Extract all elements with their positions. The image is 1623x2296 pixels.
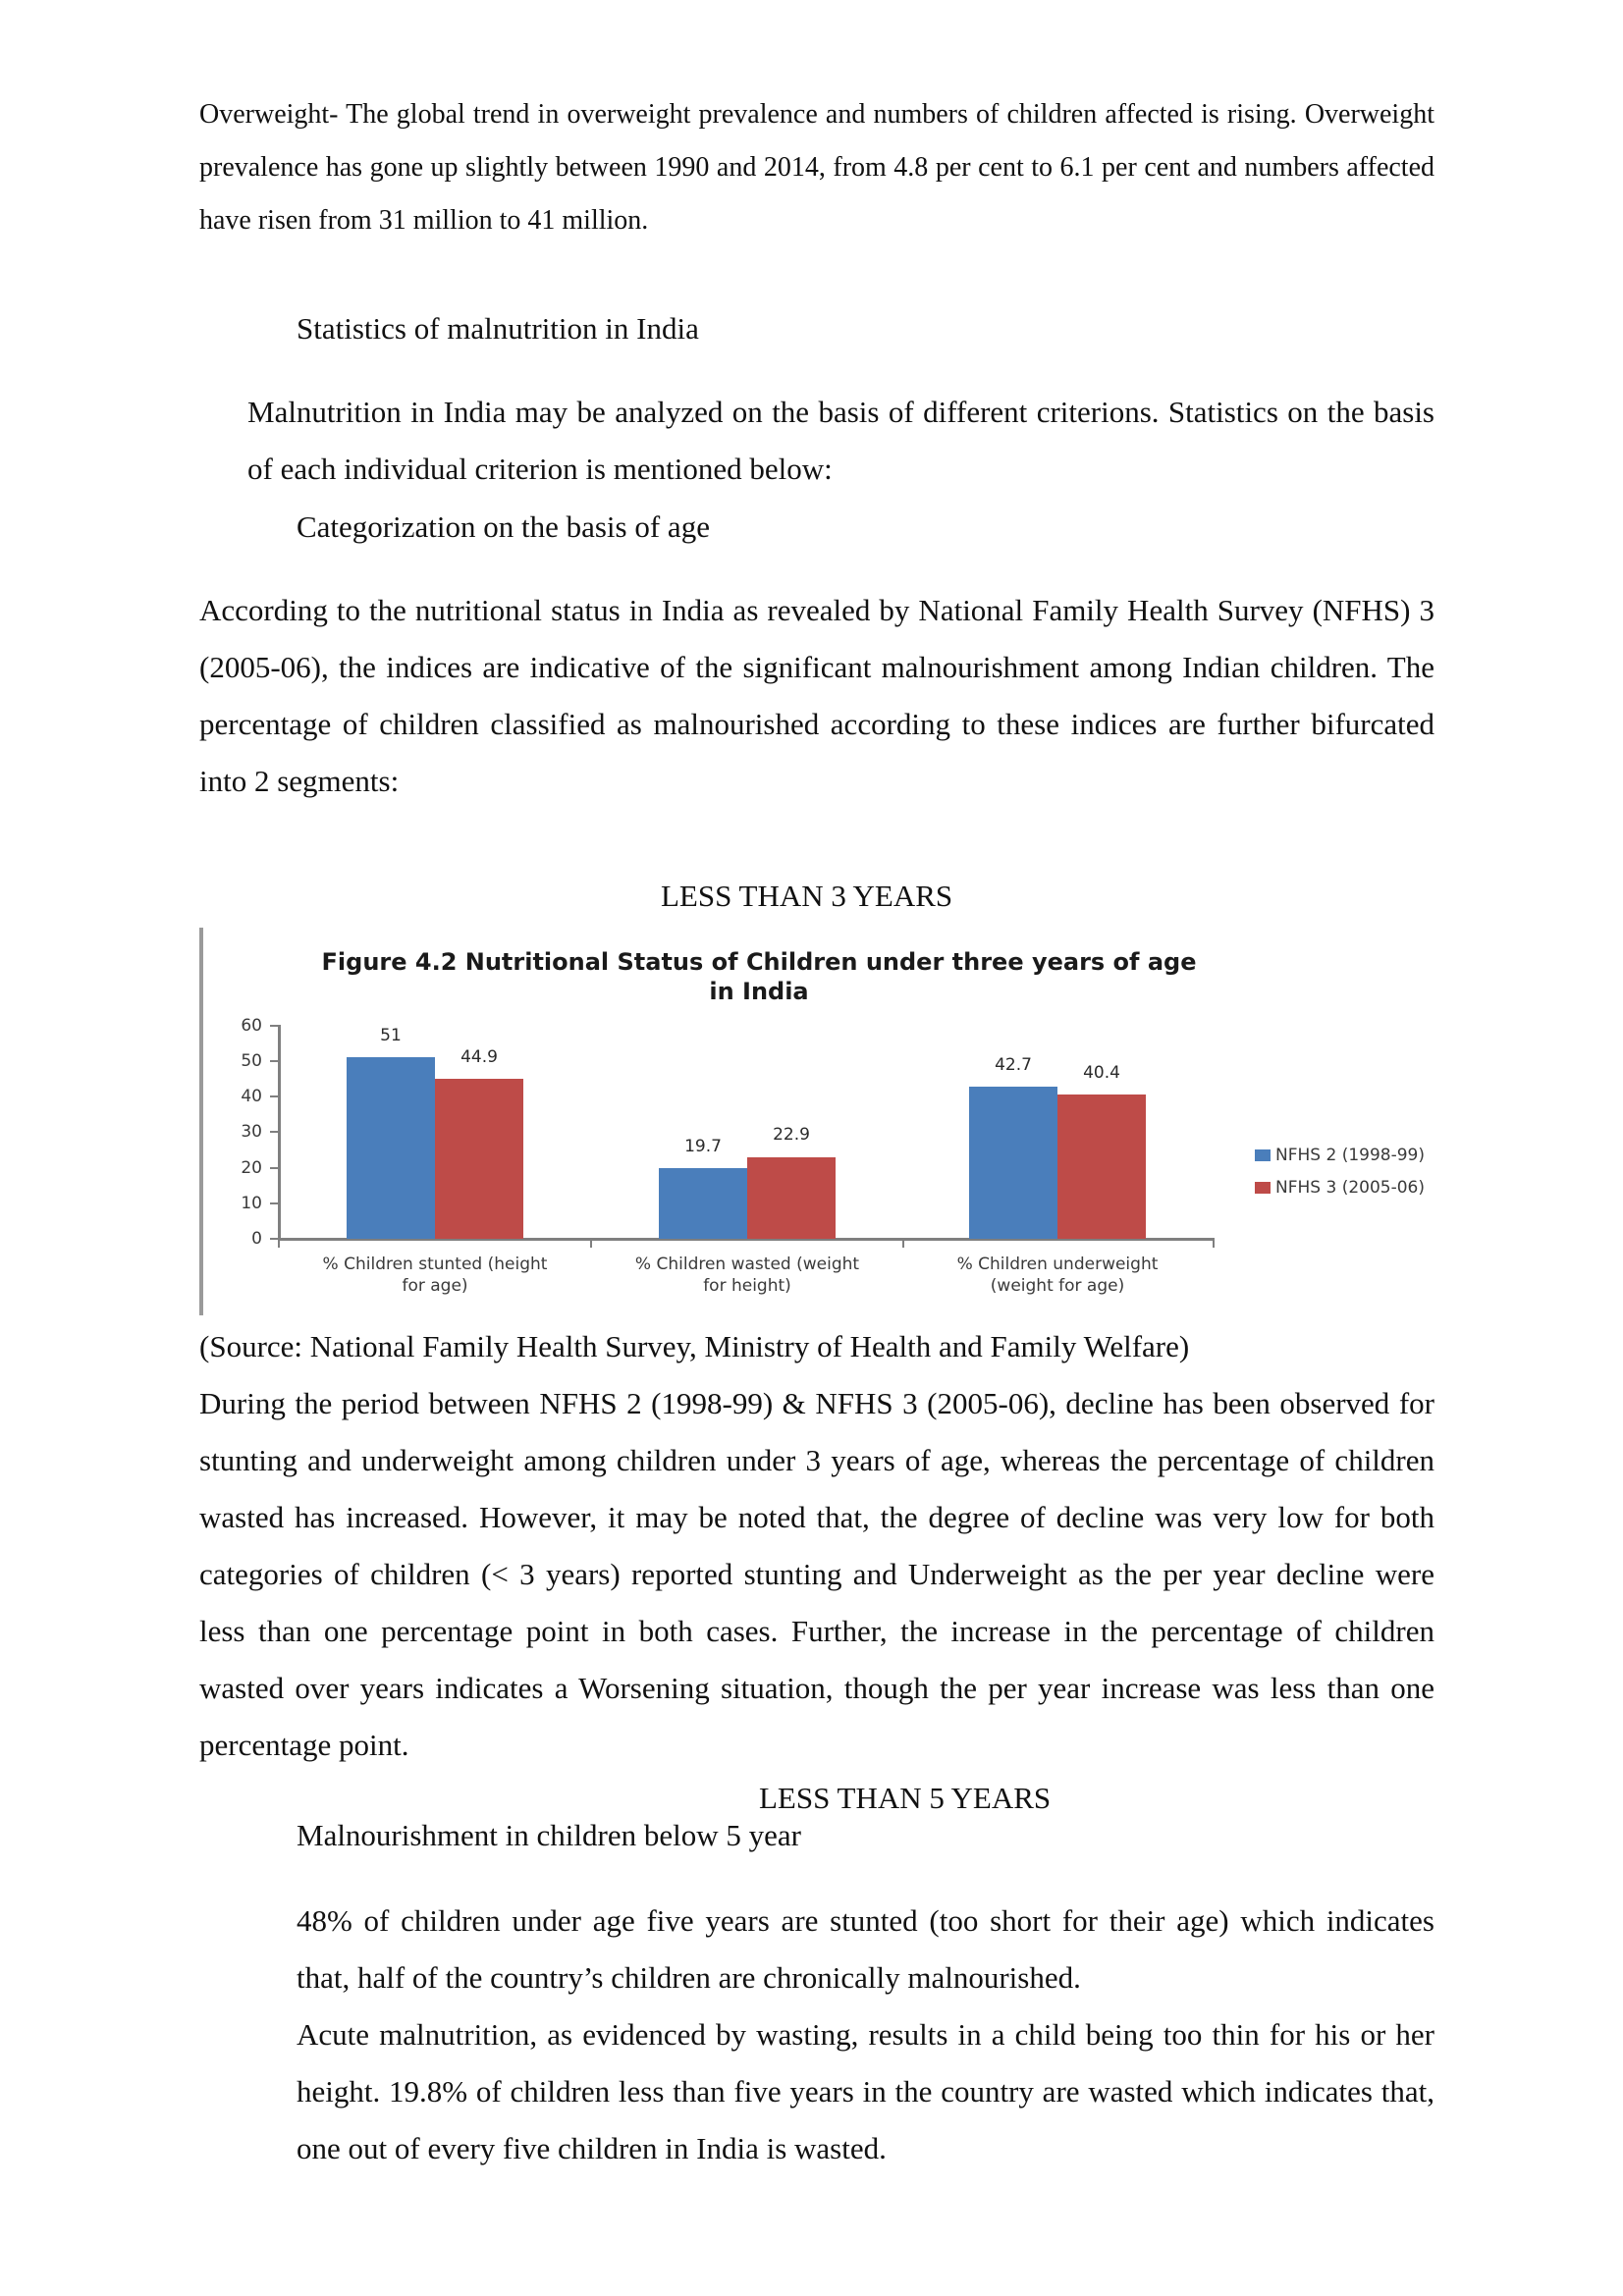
x-tick xyxy=(590,1238,592,1248)
legend-swatch-blue-icon xyxy=(1255,1149,1271,1161)
stunted-paragraph: 48% of children under age five years are stunted (too short for their age) which indicates that, half of the country’s children are chronically malnourished. xyxy=(297,1903,1434,1995)
chart-title-line-1: Figure 4.2 Nutritional Status of Children under three years of age xyxy=(321,948,1197,976)
y-tick xyxy=(270,1131,280,1133)
legend-label: NFHS 2 (1998-99) xyxy=(1275,1146,1425,1165)
y-tick xyxy=(270,1095,280,1097)
legend-swatch-red-icon xyxy=(1255,1182,1271,1194)
category-label-underweight xyxy=(900,1254,1215,1297)
chart-title-line-2: in India xyxy=(709,978,809,1005)
category-label-line: for height) xyxy=(703,1276,791,1296)
y-tick xyxy=(270,1202,280,1204)
analysis-paragraph: During the period between NFHS 2 (1998-99) & NFHS 3 (2005-06), decline has been observed for stunting and underweight among children under 3 years of age, whereas the percentage of children wasted has increased. However, it may be noted that, the degree of decline was very low for both categories of children (< 3 years) reported stunting and Underweight as the per year decline were less than one percentage point in both cases. Further, the increase in the percentage of children wasted over years indicates a Worsening situation, though the per year increase was less than one percentage point. xyxy=(199,1386,1434,1762)
y-tick-label: 10 xyxy=(241,1194,262,1213)
category-label-stunted xyxy=(278,1254,592,1297)
y-tick xyxy=(270,1025,280,1027)
bar-nfhs2-wasted xyxy=(659,1168,747,1239)
section-heading: Statistics of malnutrition in India xyxy=(297,311,699,346)
source-caption: (Source: National Family Health Survey, Ministry of Health and Family Welfare) xyxy=(199,1329,1190,1363)
criteria-paragraph: Malnutrition in India may be analyzed on the basis of different criterions. Statistics on the basis of each individual criterion is mentioned below: xyxy=(247,395,1434,486)
category-label-line: % Children stunted (height xyxy=(322,1255,548,1274)
x-tick xyxy=(278,1238,280,1248)
bar-value-label: 40.4 xyxy=(1083,1063,1120,1083)
bar-value-label: 42.7 xyxy=(995,1055,1032,1075)
less-than-3-years-heading: LESS THAN 3 YEARS xyxy=(661,879,953,913)
bar-nfhs2-stunted xyxy=(347,1057,435,1239)
bar-nfhs3-underweight xyxy=(1057,1095,1146,1239)
bar-nfhs2-underweight xyxy=(969,1087,1057,1239)
legend-item-nfhs2 xyxy=(1255,1145,1425,1166)
intro-paragraph: Overweight- The global trend in overweight prevalence and numbers of children affected is rising. Overweight prevalence has gone up slightly between 1990 and 2014, from 4.8 per cent to 6.1 per cent and numbers affected have risen from 31 million to 41 million. xyxy=(199,99,1434,236)
bar-nfhs3-stunted xyxy=(435,1079,523,1239)
y-tick-label: 30 xyxy=(241,1122,262,1142)
y-tick-label: 20 xyxy=(241,1158,262,1178)
nfhs-paragraph: According to the nutritional status in India as revealed by National Family Health Survey (NFHS) 3 (2005-06), the indices are indicative of the significant malnourishment among Indian children. The percentage of children classified as malnourished according to these indices are further bifurcated into 2 segments: xyxy=(199,593,1434,798)
less-than-5-years-heading: LESS THAN 5 YEARS xyxy=(759,1781,1052,1815)
y-tick xyxy=(270,1060,280,1062)
bar-value-label: 44.9 xyxy=(460,1047,498,1067)
legend-item-nfhs3 xyxy=(1255,1177,1425,1199)
x-tick xyxy=(1213,1238,1215,1248)
bar-value-label: 22.9 xyxy=(773,1125,810,1145)
category-label-line: for age) xyxy=(402,1276,468,1296)
y-tick-label: 60 xyxy=(241,1016,262,1036)
category-label-line: % Children underweight xyxy=(956,1255,1159,1274)
y-tick-label: 40 xyxy=(241,1087,262,1106)
category-label-line: % Children wasted (weight xyxy=(634,1255,860,1274)
y-tick xyxy=(270,1167,280,1169)
bar-value-label: 19.7 xyxy=(684,1137,722,1156)
y-tick-label: 0 xyxy=(251,1229,262,1249)
bar-chart xyxy=(199,928,1505,1315)
y-tick-label: 50 xyxy=(241,1051,262,1071)
wasting-paragraph: Acute malnutrition, as evidenced by wasting, results in a child being too thin for his or her height. 19.8% of children less than five years in the country are wasted which indicates that, one out of every five children in India is wasted. xyxy=(297,2017,1434,2165)
bar-nfhs3-wasted xyxy=(747,1157,836,1239)
bar-value-label: 51 xyxy=(380,1026,402,1045)
chart-title xyxy=(239,947,1279,1006)
legend-label: NFHS 3 (2005-06) xyxy=(1275,1178,1425,1198)
chart-left-border xyxy=(199,928,203,1315)
below-5-heading: Malnourishment in children below 5 year xyxy=(297,1818,801,1852)
x-tick xyxy=(902,1238,904,1248)
category-label-wasted xyxy=(590,1254,904,1297)
subsection-heading: Categorization on the basis of age xyxy=(297,509,710,544)
category-label-line: (weight for age) xyxy=(990,1276,1125,1296)
